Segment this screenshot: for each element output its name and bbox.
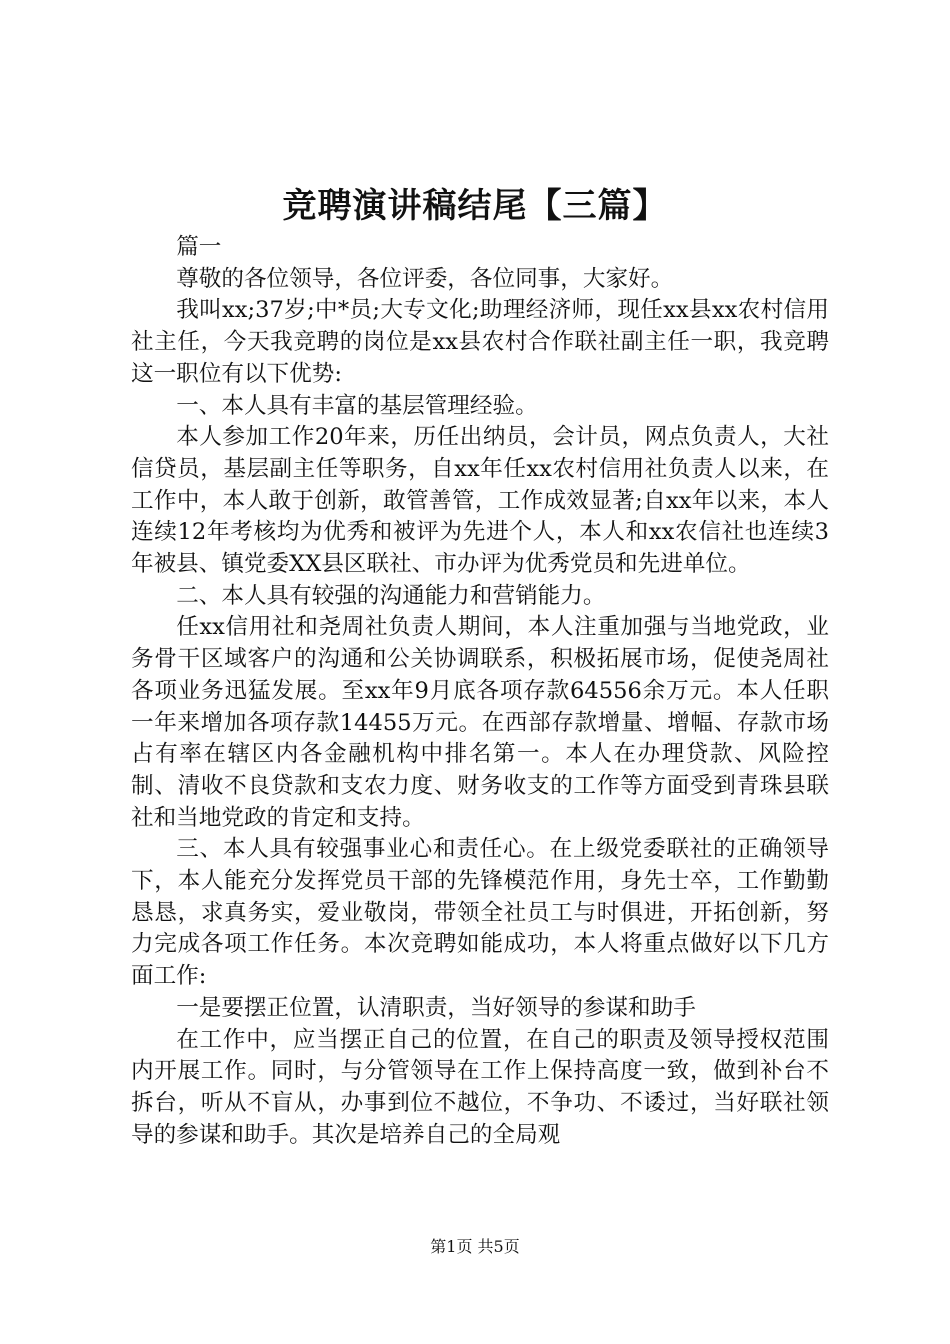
paragraph-point-one-body: 本人参加工作20年来，历任出纳员，会计员，网点负责人，大社信贷员，基层副主任等职务，自xx年任xx农村信用社负责人以来，在工作中，本人敢于创新，敢管善管，工作成效显著;自xx年以来，本人连续12年考核均为优秀和被评为先进个人，本人和xx农信社也连续3年被县、镇党委XX县区联社、市办评为优秀党员和先进单位。 — [131, 424, 829, 578]
document-title: 竞聘演讲稿结尾【三篇】 — [282, 185, 668, 226]
paragraph-point-two-heading: 二、本人具有较强的沟通能力和营销能力。 — [176, 582, 606, 609]
page-footer: 第1页 共5页 — [430, 1237, 520, 1256]
paragraph-section-heading: 篇一 — [176, 234, 222, 260]
paragraph-self-introduction: 我叫xx;37岁;中*员;大专文化;助理经济师，现任xx县xx农村信用社主任，今天我竞聘的岗位是xx县农村合作联社副主任一职，我竞聘这一职位有以下优势: — [131, 297, 829, 387]
paragraph-point-three: 三、本人具有较强事业心和责任心。在上级党委联社的正确领导下，本人能充分发挥党员干部的先锋模范作用，身先士卒，工作勤勤恳恳，求真务实，爱业敬岗，带领全社员工与时俱进，开拓创新，努力完成各项工作任务。本次竞聘如能成功，本人将重点做好以下几方面工作: — [131, 836, 829, 990]
paragraph-greeting: 尊敬的各位领导，各位评委，各位同事，大家好。 — [176, 265, 674, 292]
document-body — [131, 232, 829, 1151]
paragraph-point-one-heading: 一、本人具有丰富的基层管理经验。 — [176, 392, 538, 419]
paragraph-work-plan-heading: 一是要摆正位置，认清职责，当好领导的参谋和助手 — [176, 994, 696, 1021]
paragraph-work-plan-body: 在工作中，应当摆正自己的位置，在自己的职责及领导授权范围内开展工作。同时，与分管领导在工作上保持高度一致，做到补台不拆台，听从不盲从，办事到位不越位，不争功、不诿过，当好联社领导的参谋和助手。其次是培养自己的全局观 — [131, 1026, 829, 1148]
paragraph-point-two-body: 任xx信用社和尧周社负责人期间，本人注重加强与当地党政，业务骨干区域客户的沟通和公关协调联系，积极拓展市场，促使尧周社各项业务迅猛发展。至xx年9月底各项存款64556余万元。本人任职一年来增加各项存款14455万元。在西部存款增量、增幅、存款市场占有率在辖区内各金融机构中排名第一。本人在办理贷款、风险控制、清收不良贷款和支农力度、财务收支的工作等方面受到青珠县联社和当地党政的肯定和支持。 — [131, 614, 829, 831]
